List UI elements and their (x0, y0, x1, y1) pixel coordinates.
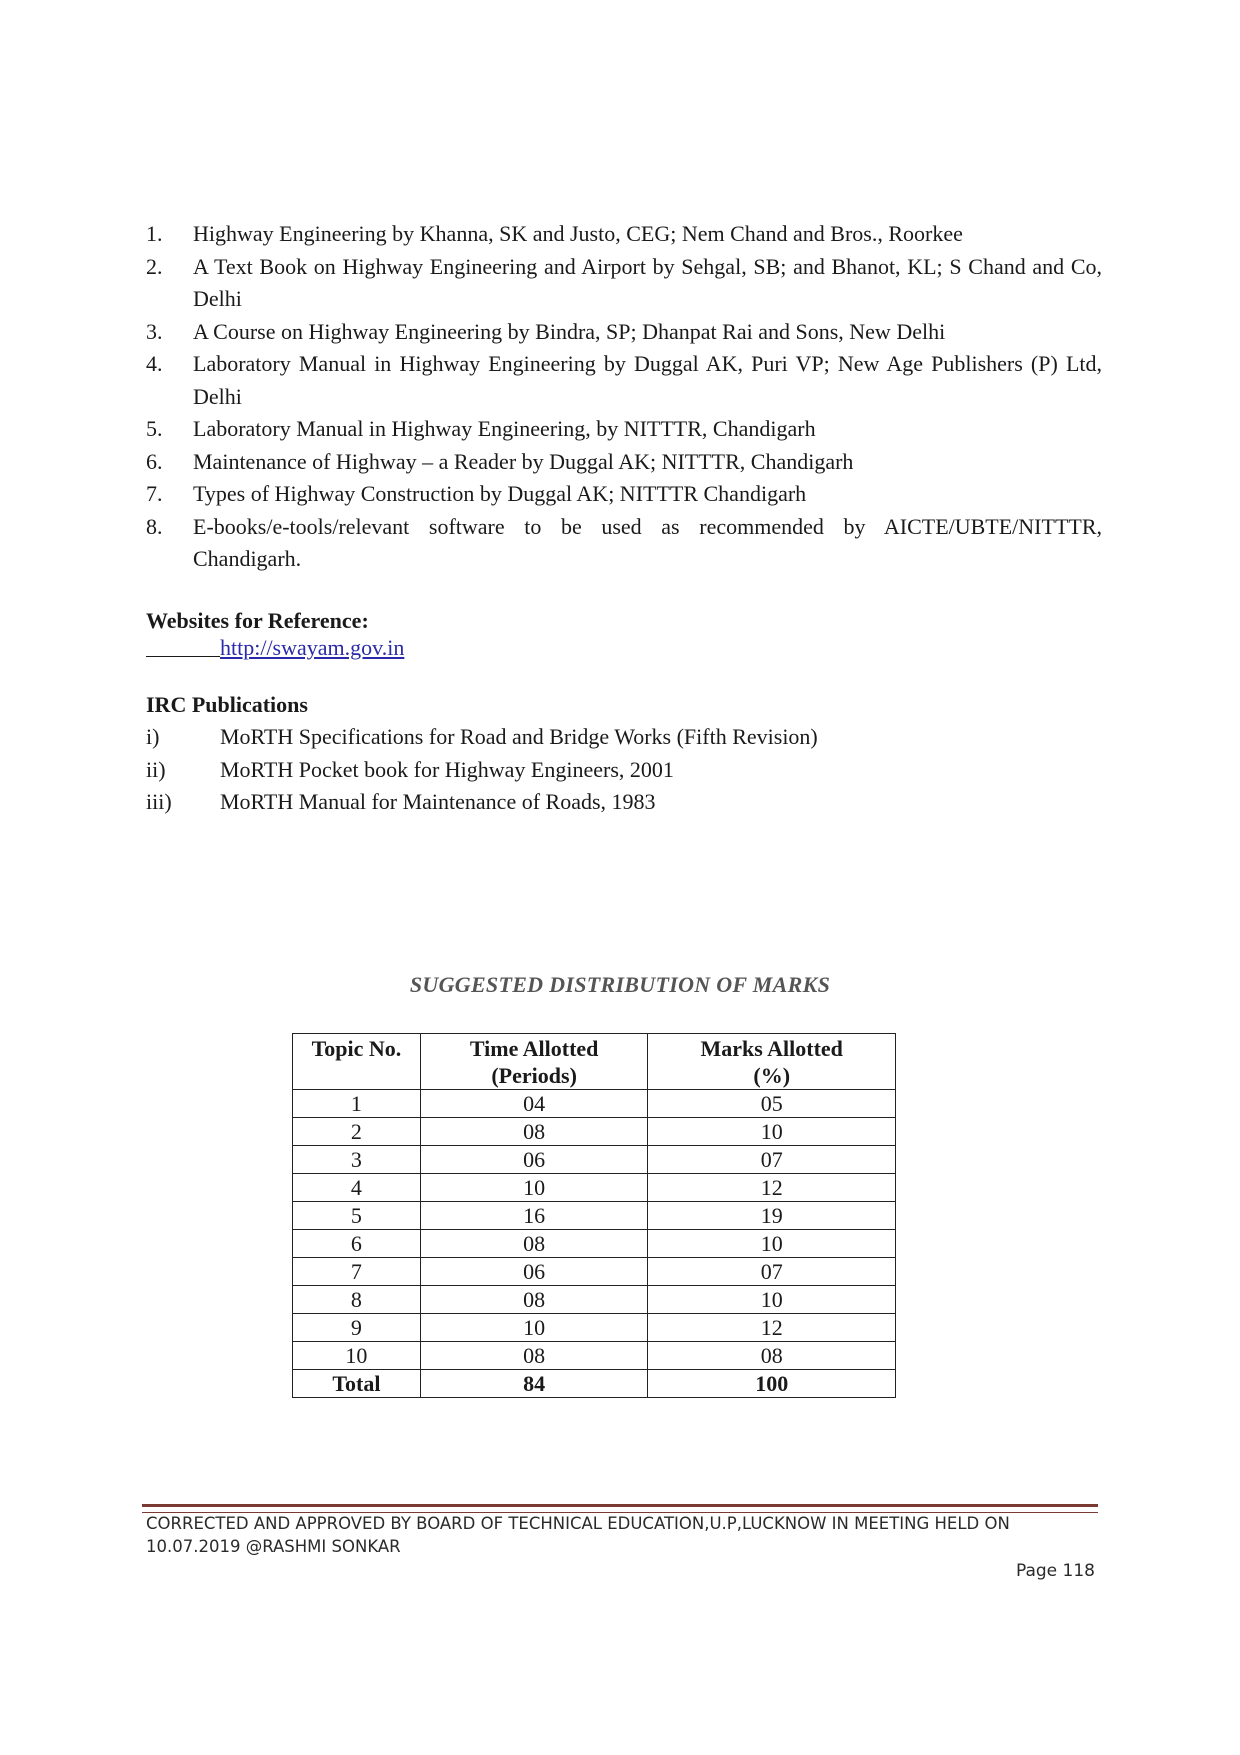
reference-list (146, 218, 1102, 576)
reference-text: Maintenance of Highway – a Reader by Duggal AK; NITTTR, Chandigarh (193, 448, 854, 474)
table-row (293, 1174, 896, 1202)
irc-list (146, 721, 818, 819)
marks-cell: 12 (648, 1314, 896, 1342)
websites-link-row (146, 633, 404, 663)
time-cell: 06 (420, 1258, 648, 1286)
marks-cell: 10 (648, 1230, 896, 1258)
marks-table (292, 1033, 896, 1398)
topic-cell: 4 (293, 1174, 421, 1202)
marks-cell: 10 (648, 1286, 896, 1314)
table-header-row (293, 1034, 896, 1090)
reference-item (146, 478, 1102, 511)
reference-item (146, 413, 1102, 446)
link-leader-line (146, 634, 220, 657)
reference-text: Laboratory Manual in Highway Engineering by Duggal AK, Puri VP; New Age Publishers (P) Ltd, Delhi (193, 351, 1102, 409)
reference-number: 6. (146, 448, 163, 474)
marks-cell: 07 (648, 1258, 896, 1286)
reference-number: 7. (146, 481, 163, 506)
irc-item-text: MoRTH Specifications for Road and Bridge Works (Fifth Revision) (220, 724, 818, 749)
total-marks-cell: 100 (648, 1370, 896, 1398)
topic-cell: 8 (293, 1286, 421, 1314)
marks-cell: 12 (648, 1174, 896, 1202)
header-topic-no: Topic No. (293, 1034, 421, 1090)
reference-text: A Text Book on Highway Engineering and Airport by Sehgal, SB; and Bhanot, KL; S Chand and Co, Delhi (193, 253, 1102, 311)
marks-cell: 07 (648, 1146, 896, 1174)
irc-item (146, 786, 818, 819)
table-row (293, 1230, 896, 1258)
marks-cell: 08 (648, 1342, 896, 1370)
total-label-cell: Total (293, 1370, 421, 1398)
time-cell: 08 (420, 1230, 648, 1258)
table-row (293, 1286, 896, 1314)
reference-number: 3. (146, 318, 163, 344)
reference-item (146, 218, 1102, 251)
irc-item-number: ii) (146, 756, 166, 782)
reference-item (146, 511, 1102, 576)
reference-number: 1. (146, 221, 163, 246)
reference-number: 5. (146, 416, 163, 441)
reference-item (146, 251, 1102, 316)
topic-cell: 2 (293, 1118, 421, 1146)
topic-cell: 1 (293, 1090, 421, 1118)
reference-text: Laboratory Manual in Highway Engineering, by NITTTR, Chandigarh (193, 416, 816, 441)
topic-cell: 9 (293, 1314, 421, 1342)
irc-item (146, 721, 818, 754)
topic-cell: 3 (293, 1146, 421, 1174)
table-row (293, 1146, 896, 1174)
marks-table-title: SUGGESTED DISTRIBUTION OF MARKS (409, 972, 831, 997)
page-number: Page 118 (1015, 1561, 1095, 1581)
topic-cell: 7 (293, 1258, 421, 1286)
table-row (293, 1314, 896, 1342)
reference-text: A Course on Highway Engineering by Bindra, SP; Dhanpat Rai and Sons, New Delhi (193, 318, 946, 344)
reference-text: Highway Engineering by Khanna, SK and Justo, CEG; Nem Chand and Bros., Roorkee (193, 221, 963, 246)
time-cell: 08 (420, 1286, 648, 1314)
time-cell: 06 (420, 1146, 648, 1174)
time-cell: 08 (420, 1118, 648, 1146)
time-cell: 04 (420, 1090, 648, 1118)
footer-text: CORRECTED AND APPROVED BY BOARD OF TECHNICAL EDUCATION,U.P,LUCKNOW IN MEETING HELD ON 10.07.2019 @RASHMI SONKAR (146, 1514, 1010, 1556)
topic-cell: 10 (293, 1342, 421, 1370)
irc-heading: IRC Publications (146, 692, 308, 717)
header-time-allotted: Time Allotted (Periods) (420, 1034, 648, 1090)
reference-text: Types of Highway Construction by Duggal AK; NITTTR Chandigarh (193, 481, 807, 506)
time-cell: 08 (420, 1342, 648, 1370)
swayam-link[interactable]: http://swayam.gov.in (220, 635, 405, 660)
reference-number: 4. (146, 351, 163, 376)
header-marks-allotted: Marks Allotted (%) (648, 1034, 896, 1090)
table-total-row (293, 1370, 896, 1398)
irc-item (146, 754, 818, 787)
reference-item (146, 348, 1102, 413)
reference-item (146, 316, 1102, 349)
irc-item-text: MoRTH Manual for Maintenance of Roads, 1983 (220, 789, 656, 814)
table-row (293, 1258, 896, 1286)
websites-heading: Websites for Reference: (146, 608, 369, 633)
reference-item (146, 446, 1102, 479)
time-cell: 16 (420, 1202, 648, 1230)
irc-item-text: MoRTH Pocket book for Highway Engineers, 2001 (220, 756, 674, 782)
total-time-cell: 84 (420, 1370, 648, 1398)
topic-cell: 6 (293, 1230, 421, 1258)
irc-item-number: i) (146, 724, 160, 749)
time-cell: 10 (420, 1174, 648, 1202)
marks-cell: 10 (648, 1118, 896, 1146)
marks-cell: 05 (648, 1090, 896, 1118)
table-row (293, 1342, 896, 1370)
reference-number: 2. (146, 253, 163, 279)
table-row (293, 1202, 896, 1230)
topic-cell: 5 (293, 1202, 421, 1230)
reference-text: E-books/e-tools/relevant software to be used as recommended by AICTE/UBTE/NITTTR, Chandigarh. (193, 513, 1102, 571)
reference-number: 8. (146, 513, 163, 539)
irc-item-number: iii) (146, 789, 172, 814)
time-cell: 10 (420, 1314, 648, 1342)
marks-cell: 19 (648, 1202, 896, 1230)
table-row (293, 1118, 896, 1146)
table-row (293, 1090, 896, 1118)
